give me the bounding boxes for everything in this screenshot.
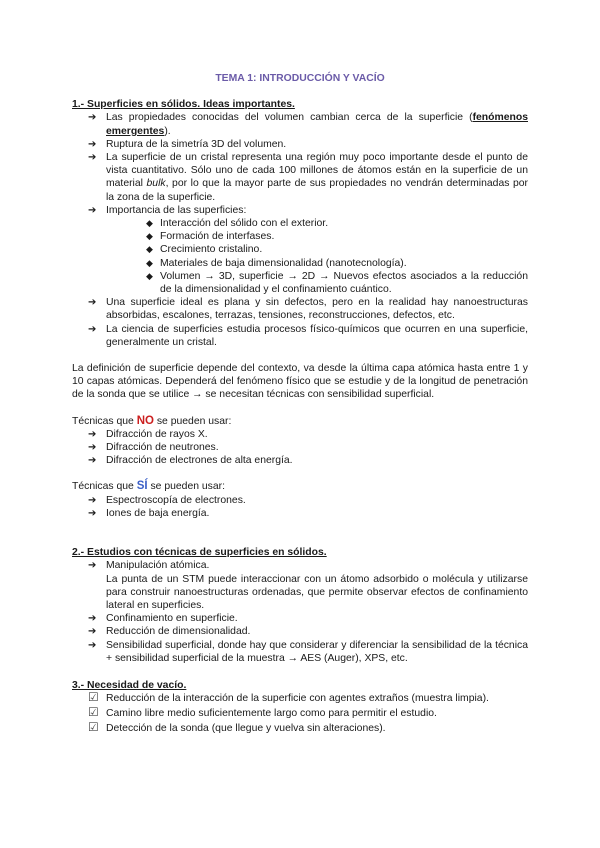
section-3-checklist: [88, 692, 528, 735]
page-title: TEMA 1: INTRODUCCIÓN Y VACÍO: [215, 73, 385, 84]
section-1-heading: 1.- Superficies en sólidos. Ideas importantes.: [72, 99, 295, 111]
section-2-heading: 2.- Estudios con técnicas de superficies en sólidos.: [72, 547, 327, 559]
section-3: [72, 679, 528, 735]
section-2-list: [88, 559, 528, 665]
techniques-no-list: [88, 428, 528, 468]
list-item: ➔ La ciencia de superficies estudia procesos físico-químicos que ocurren en una superficie, generalmente un cristal.: [88, 323, 528, 349]
list-item: [88, 204, 528, 296]
emphasis: fenómenos emergentes: [106, 112, 528, 137]
text: Técnicas que: [72, 481, 137, 493]
list-item: ➔ Espectroscopía de electrones.: [88, 494, 528, 507]
section-3-heading: 3.- Necesidad de vacío.: [72, 679, 187, 691]
sublist-item: ◆ Volumen → 3D, superficie → 2D → Nuevos efectos asociados a la reducción de la dimensionalidad y el confinamiento cuántico.: [146, 270, 528, 296]
list-item: ➔ Difracción de electrones de alta energía.: [88, 454, 528, 467]
sublist-item: ◆ Formación de interfases.: [146, 230, 528, 243]
section-1: [72, 98, 528, 349]
list-item: ➔ Sensibilidad superficial, donde hay que considerar y diferenciar la sensibilidad de la técnica + sensibilidad superficial de la muestra → AES (Auger), XPS, etc.: [88, 639, 528, 665]
checklist-item: ☑ Detección de la sonda (que llegue y vuelva sin alteraciones).: [88, 722, 528, 735]
text: se pueden usar:: [147, 481, 225, 493]
list-item: ➔ Difracción de neutrones.: [88, 441, 528, 454]
techniques-si: [72, 480, 528, 520]
section-2: [72, 546, 528, 665]
text: La punta de un STM puede interaccionar con un átomo adsorbido o molécula y utilizarse para construir nanoestructuras ordenadas, que permite observar efectos de confinamiento lateral en superficies.: [106, 573, 528, 611]
list-item: [88, 151, 528, 204]
techniques-no: [72, 415, 528, 468]
text: Las propiedades conocidas del volumen cambian cerca de la superficie (: [106, 112, 473, 124]
techniques-si-list: [88, 494, 528, 520]
text: Manipulación atómica.: [106, 560, 210, 572]
text: Importancia de las superficies:: [106, 204, 247, 216]
list-item: ➔ Confinamiento en superficie.: [88, 612, 528, 625]
si-word: SÍ: [136, 480, 148, 493]
list-item: ➔ Iones de baja energía.: [88, 507, 528, 520]
list-item: ➔ Reducción de dimensionalidad.: [88, 625, 528, 638]
techniques-si-label: [72, 480, 528, 493]
sublist-item: ◆ Interacción del sólido con el exterior.: [146, 217, 528, 230]
italic-term: bulk: [146, 178, 166, 190]
text: se pueden usar:: [153, 415, 232, 427]
text: , por lo que la mayor parte de sus propiedades no vendrán determinadas por la zona de la superficie.: [106, 178, 529, 203]
techniques-no-label: [72, 415, 528, 428]
text: Técnicas que: [72, 415, 137, 427]
list-item: [88, 559, 528, 612]
section-1-list: [88, 111, 528, 349]
list-item: [88, 111, 528, 137]
text: ).: [164, 125, 171, 137]
list-item: ➔ Ruptura de la simetría 3D del volumen.: [88, 138, 528, 151]
checklist-item: ☑ Reducción de la interacción de la superficie con agentes extraños (muestra limpia).: [88, 692, 528, 705]
checklist-item: ☑ Camino libre medio suficientemente largo como para permitir el estudio.: [88, 707, 528, 720]
text: La superficie de un cristal representa una región muy poco importante desde el punto de vista cuantitativo. Sólo uno de cada 100 millones de átomos están en la superficie de un material: [106, 152, 528, 190]
list-item: ➔ Difracción de rayos X.: [88, 428, 528, 441]
sublist-item: ◆ Crecimiento cristalino.: [146, 243, 528, 256]
definition-paragraph: La definición de superficie depende del contexto, va desde la última capa atómica hasta entre 1 y 10 capas atómicas. Dependerá del fenómeno físico que se estudie y de la longitud de penetración de la sonda que se utilice → se necesitan técnicas con sensibilidad superficial.: [72, 363, 528, 401]
no-word: NO: [136, 414, 154, 427]
importance-sublist: [146, 217, 528, 296]
list-item: ➔ Una superficie ideal es plana y sin defectos, pero en la realidad hay nanoestructuras absorbidas, escalones, terrazas, tensiones, reconstrucciones, defectos, etc.: [88, 296, 528, 322]
sublist-item: ◆ Materiales de baja dimensionalidad (nanotecnología).: [146, 257, 528, 270]
